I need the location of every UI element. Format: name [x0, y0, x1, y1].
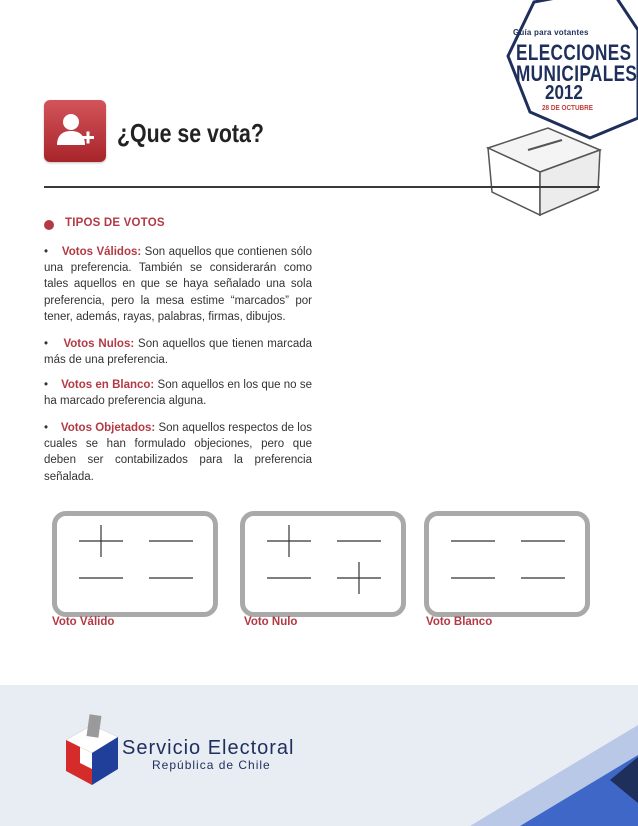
badge-guide-label: Guía para votantes	[513, 28, 589, 37]
vote-type-description: Son aquellos que tienen marcada más de una preferencia.	[44, 338, 313, 367]
ballot-blank	[424, 511, 590, 617]
header-divider	[44, 186, 600, 188]
bullet: •	[44, 422, 49, 434]
footer-org-name: Servicio Electoral	[122, 737, 295, 759]
vote-type-term: Votos Nulos:	[63, 338, 135, 350]
section-title: TIPOS DE VOTOS	[65, 217, 165, 229]
ballot-label-null: Voto Nulo	[244, 616, 298, 628]
vote-type-description: Son aquellos en los que no se ha marcado preferencia alguna.	[44, 379, 312, 408]
vote-type-valid	[44, 244, 312, 325]
badge-title-line2: MUNICIPALES	[516, 61, 638, 86]
vote-type-objected	[44, 420, 312, 485]
vote-type-description: Son aquellos que contienen sólo una preferencia. También se considerarán como tales aquellos en que se haya señalado una sola preferencia, pero la mesa estime “marcados” por tener, además, rayas, palabras, firmas, dibujos.	[44, 246, 312, 323]
ballot-label-valid: Voto Válido	[52, 616, 115, 628]
ballot-null	[240, 511, 406, 617]
user-add-icon	[44, 100, 106, 162]
vote-type-null	[44, 336, 312, 368]
vote-type-blank	[44, 377, 312, 409]
bullet: •	[44, 379, 49, 391]
ballot-valid	[52, 511, 218, 617]
ballot-label-blank: Voto Blanco	[426, 616, 493, 628]
footer-org-subtitle: República de Chile	[152, 758, 271, 772]
badge-date: 28 DE OCTUBRE	[542, 103, 594, 112]
footer-decoration	[0, 685, 638, 826]
vote-type-term: Votos Objetados:	[60, 422, 156, 434]
ballot-box-icon	[488, 128, 600, 215]
vote-type-description: Son aquellos respectos de los cuales se han formulado objeciones, pero que deben ser contabilizados para la preferencia señalada.	[44, 422, 312, 483]
section-bullet-icon	[44, 220, 54, 230]
ballot-marks	[429, 516, 585, 612]
vote-type-term: Votos en Blanco:	[61, 379, 155, 391]
bullet: •	[44, 338, 49, 350]
badge-year: 2012	[545, 82, 583, 104]
badge-title-line1: ELECCIONES	[516, 40, 632, 65]
bullet: •	[44, 246, 49, 258]
ballot-box-logo-icon	[66, 714, 118, 785]
ballot-marks	[57, 516, 213, 612]
vote-type-term: Votos Válidos:	[61, 246, 142, 258]
ballot-marks	[245, 516, 401, 612]
page-title: ¿Que se vota?	[117, 118, 264, 148]
